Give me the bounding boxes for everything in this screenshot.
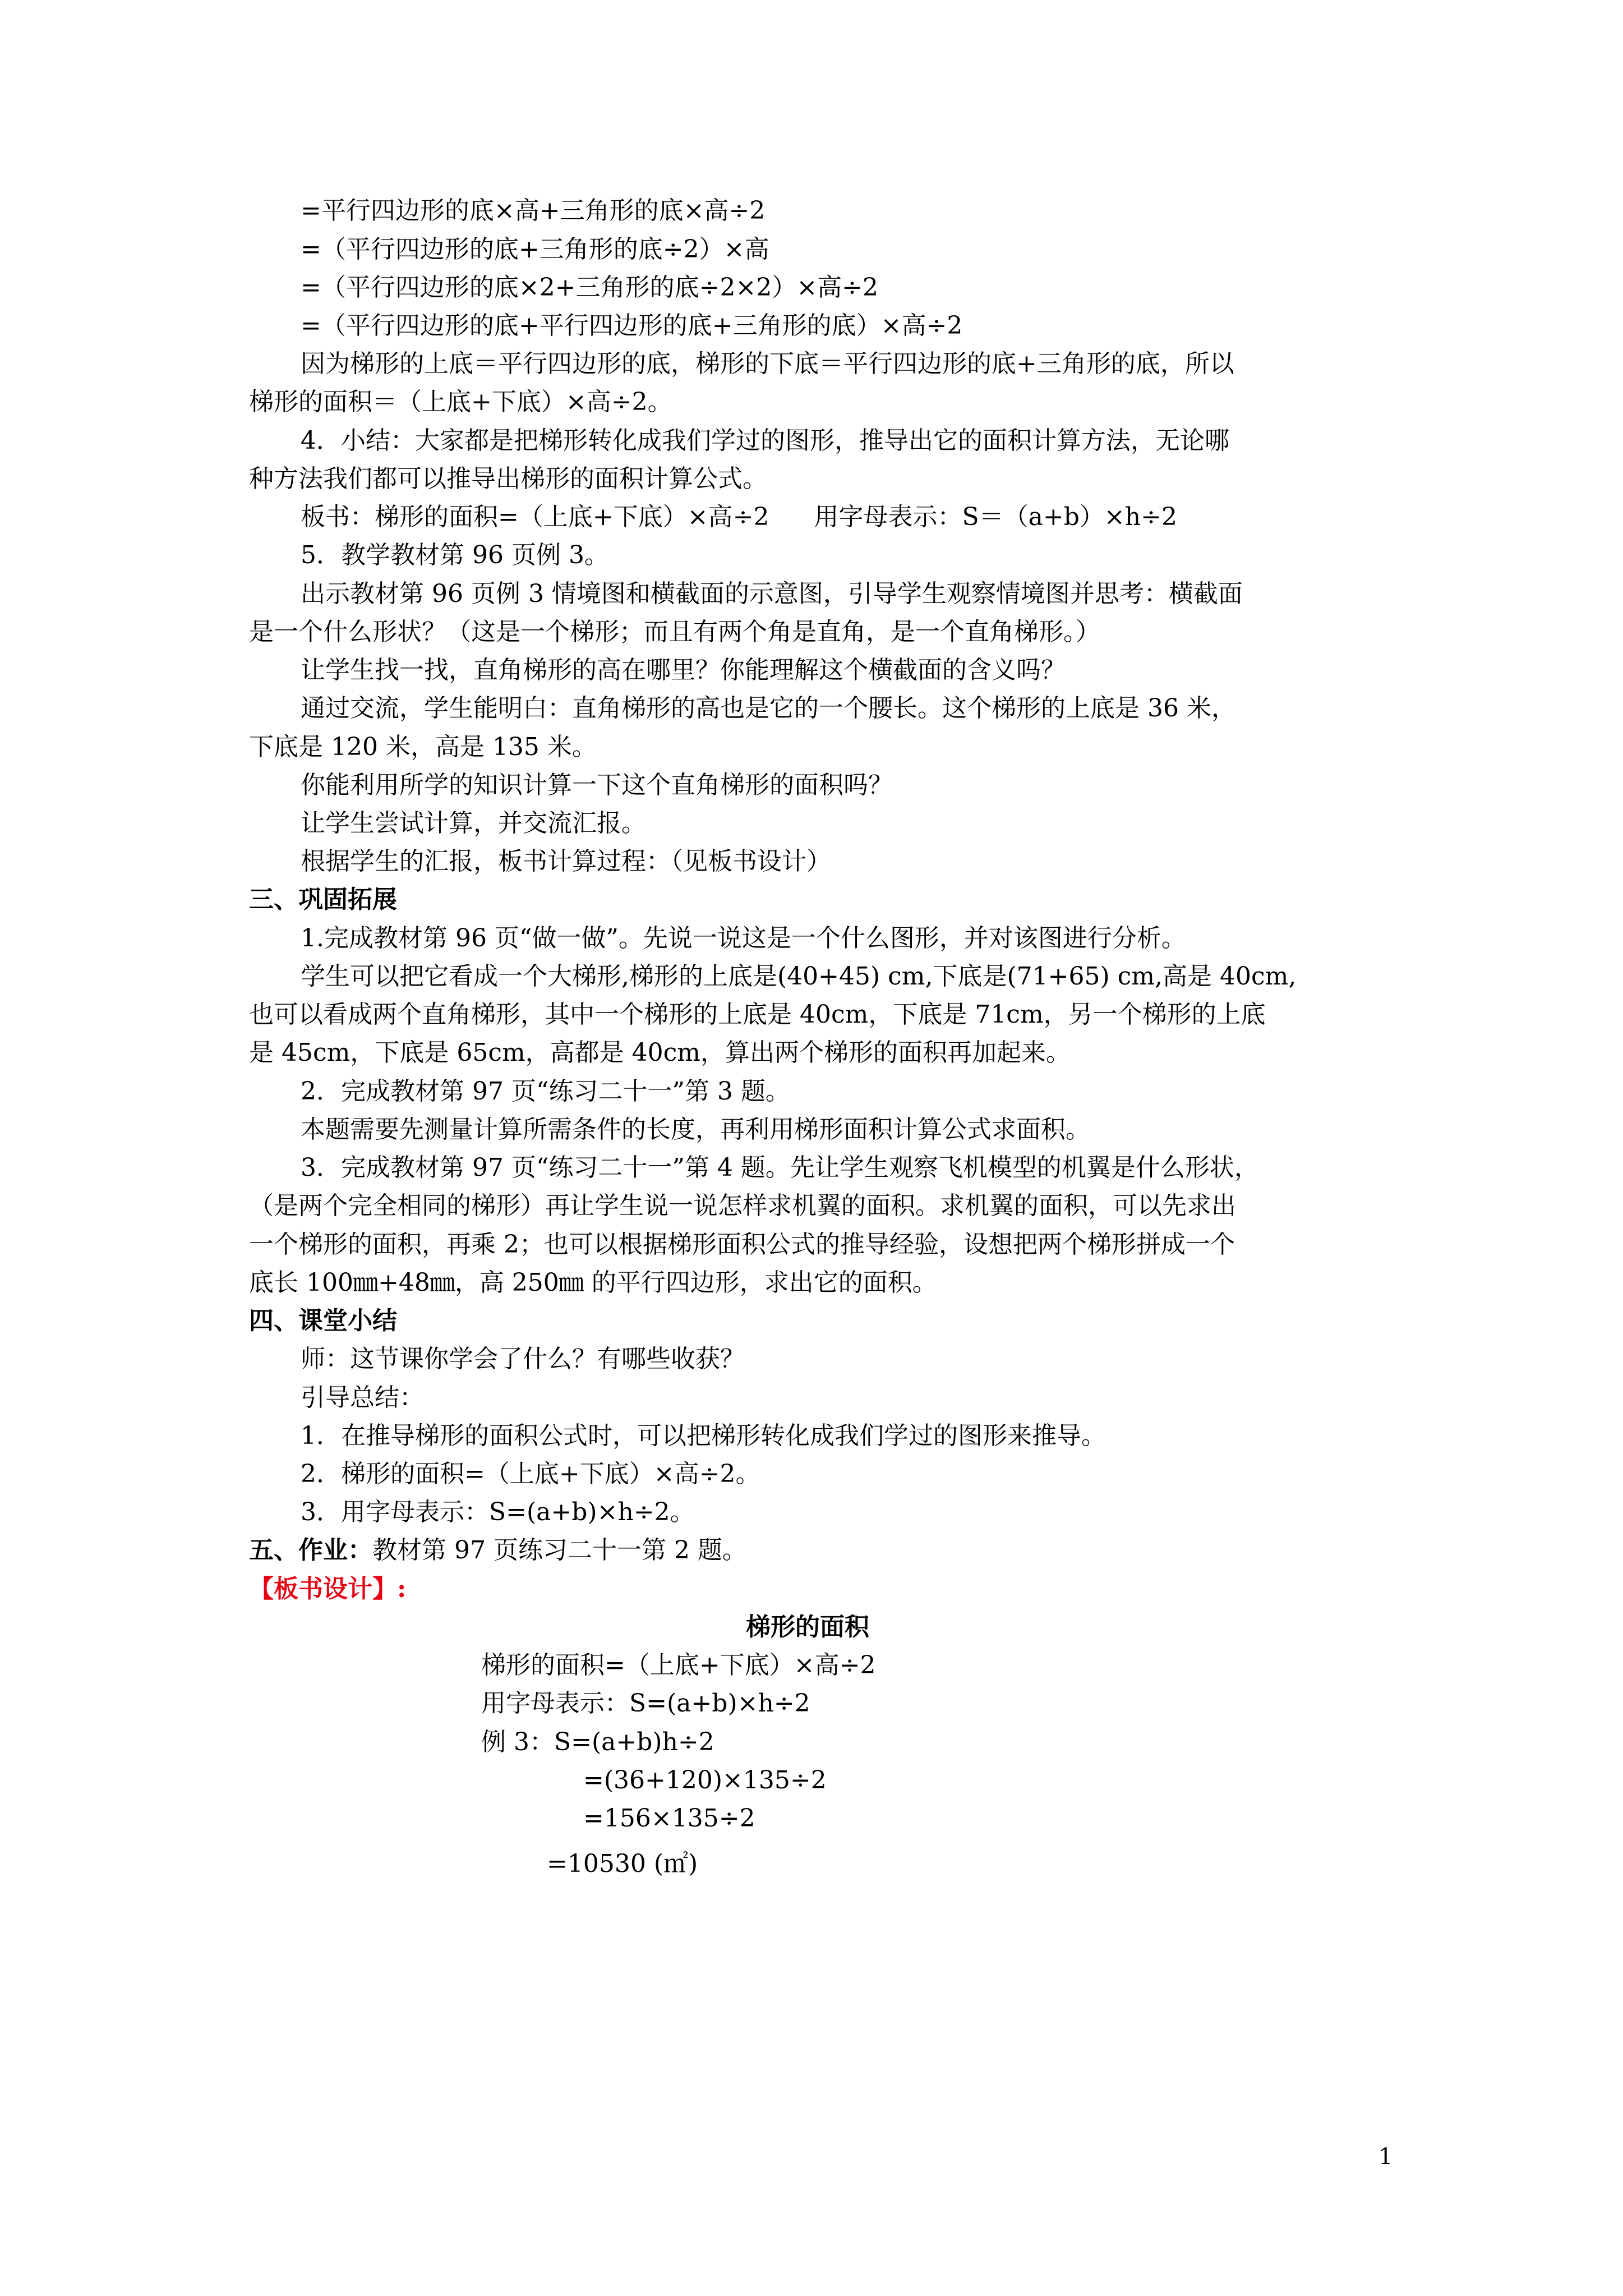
example-paragraph-6: 根据学生的汇报，板书计算过程：（见板书设计）: [301, 847, 831, 876]
example-paragraph-3b: 下底是 120 米，高是 135 米。: [249, 733, 597, 761]
section-3-item-1a: 学生可以把它看成一个大梯形,梯形的上底是(40+45) cm,下底是(71+65) cm,高是 40cm,: [301, 962, 1297, 991]
board-example-line-2: =(36+120)×135÷2: [583, 1766, 827, 1795]
derivation-line-3: =（平行四边形的底×2+三角形的底÷2×2）×高÷2: [301, 273, 879, 302]
section-3-item-1: 1.完成教材第 96 页“做一做”。先说一说这是一个什么图形，并对该图进行分析。: [301, 924, 1186, 953]
section-4-lead: 引导总结：: [301, 1383, 424, 1412]
board-title: 梯形的面积: [746, 1613, 869, 1641]
page-number: 1: [1378, 2144, 1393, 2170]
example-paragraph-3a: 通过交流，学生能明白：直角梯形的高也是它的一个腰长。这个梯形的上底是 36 米，: [301, 694, 1236, 723]
section-4-summary-3: 3．用字母表示：S=(a+b)×h÷2。: [301, 1498, 695, 1526]
board-note-formula: 板书：梯形的面积=（上底+下底）×高÷2: [301, 503, 769, 531]
because-line-b: 梯形的面积＝（上底+下底）×高÷2。: [249, 388, 672, 416]
board-example-line-1: 例 3：S=(a+b)h÷2: [481, 1728, 714, 1756]
section-5: [249, 1534, 747, 1567]
board-note-letters: 用字母表示：S＝（a+b）×h÷2: [814, 503, 1177, 531]
section-3-item-2: 2．完成教材第 97 页“练习二十一”第 3 题。: [301, 1077, 790, 1106]
section-3-title: 三、巩固拓展: [249, 885, 397, 914]
example-paragraph-1b: 是一个什么形状？（这是一个梯形；而且有两个角是直角，是一个直角梯形。）: [249, 618, 1100, 646]
derivation-line-4: =（平行四边形的底+平行四边形的底+三角形的底）×高÷2: [301, 311, 963, 340]
board-formula-2: 用字母表示：S=(a+b)×h÷2: [481, 1689, 810, 1718]
section-3-item-3b: （是两个完全相同的梯形）再让学生说一说怎样求机翼的面积。求机翼的面积，可以先求出: [249, 1191, 1236, 1220]
board-example-result: =10530 (㎡): [547, 1849, 698, 1878]
section-4-summary-2: 2．梯形的面积=（上底+下底）×高÷2。: [301, 1460, 760, 1488]
section-5-text: 教材第 97 页练习二十一第 2 题。: [372, 1536, 747, 1565]
section-3-item-1c: 是 45cm，下底是 65cm，高都是 40cm，算出两个梯形的面积再加起来。: [249, 1038, 1071, 1067]
example-paragraph-4: 你能利用所学的知识计算一下这个直角梯形的面积吗？: [301, 771, 893, 799]
section-3-item-3d: 底长 100㎜+48㎜，高 250㎜ 的平行四边形，求出它的面积。: [249, 1268, 937, 1297]
board-formula-1: 梯形的面积=（上底+下底）×高÷2: [481, 1651, 876, 1680]
section-4-title: 四、课堂小结: [249, 1306, 397, 1335]
board-note: [301, 500, 1177, 534]
board-design-label: 【板书设计】:: [249, 1575, 407, 1603]
summary-line-a: 4．小结：大家都是把梯形转化成我们学过的图形，推导出它的面积计算方法，无论哪: [301, 426, 1229, 455]
example-heading: 5．教学教材第 96 页例 3。: [301, 541, 609, 569]
section-3-item-2a: 本题需要先测量计算所需条件的长度，再利用梯形面积计算公式求面积。: [301, 1115, 1090, 1144]
section-3-item-3a: 3．完成教材第 97 页“练习二十一”第 4 题。先让学生观察飞机模型的机翼是什么形状，: [301, 1153, 1259, 1182]
section-5-title: 五、作业：: [249, 1536, 372, 1565]
section-3-item-3c: 一个梯形的面积，再乘 2；也可以根据梯形面积公式的推导经验，设想把两个梯形拼成一个: [249, 1230, 1235, 1259]
derivation-line-1: =平行四边形的底×高+三角形的底×高÷2: [301, 196, 766, 225]
example-paragraph-2: 让学生找一找，直角梯形的高在哪里？你能理解这个横截面的含义吗？: [301, 656, 1066, 684]
example-paragraph-1a: 出示教材第 96 页例 3 情境图和横截面的示意图，引导学生观察情境图并思考：横截面: [301, 579, 1243, 608]
section-3-item-1b: 也可以看成两个直角梯形，其中一个梯形的上底是 40cm，下底是 71cm，另一个梯形的上底: [249, 1000, 1266, 1029]
summary-line-b: 种方法我们都可以推导出梯形的面积计算公式。: [249, 464, 767, 493]
derivation-line-2: =（平行四边形的底+三角形的底÷2）×高: [301, 235, 769, 264]
because-line-a: 因为梯形的上底＝平行四边形的底，梯形的下底＝平行四边形的底+三角形的底，所以: [301, 349, 1234, 378]
example-paragraph-5: 让学生尝试计算，并交流汇报。: [301, 809, 646, 838]
board-example-line-3: =156×135÷2: [583, 1804, 755, 1833]
section-4-question: 师：这节课你学会了什么？有哪些收获？: [301, 1345, 745, 1373]
section-4-summary-1: 1．在推导梯形的面积公式时，可以把梯形转化成我们学过的图形来推导。: [301, 1421, 1106, 1450]
